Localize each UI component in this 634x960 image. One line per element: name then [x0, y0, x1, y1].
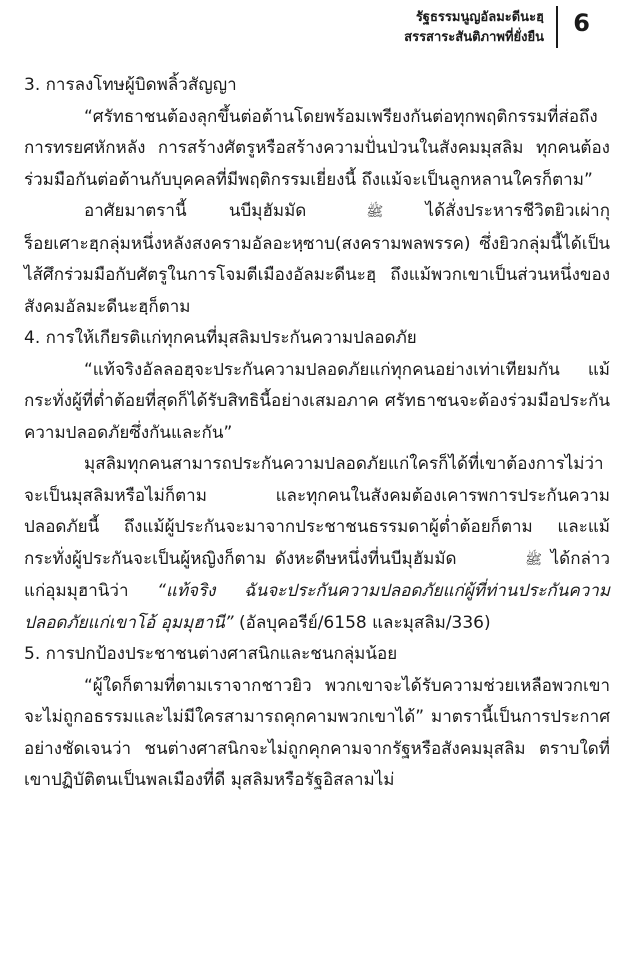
running-title-line-1: รัฐธรรมนูญอัลมะดีนะฮฺ: [415, 10, 544, 25]
section-5-paragraph: [24, 671, 610, 797]
section-3-paragraph-part-a: อาศัยมาตรานี้ นบีมุฮัมมัด: [84, 201, 307, 221]
section-5-heading: 5. การปกป้องประชาชนต่างศาสนิกและชนกลุ่มน้อย: [24, 644, 398, 664]
pbuh-icon: ﷺ: [366, 204, 384, 220]
section-4-heading: 4. การให้เกียรติแก่ทุกคนที่มุสลิมประกันความปลอดภัย: [24, 328, 417, 348]
pbuh-icon: ﷺ: [525, 551, 543, 568]
section-5-paragraph-text: มาตรานี้เป็นการประกาศอย่างชัดเจนว่า ชนต่างศาสนิกจะไม่ถูกคุกคามจากรัฐหรือสังคมมุสลิม ตราบใดที่เขาปฏิบัติตนเป็นพลเมืองที่ดี มุสลิมหรือรัฐอิสลามไม่: [24, 707, 610, 790]
header-divider: [556, 6, 558, 48]
section-4-paragraph: [24, 449, 610, 639]
page-header: [0, 0, 634, 58]
section-4-reference: (อัลบุคอรีย์/6158 และมุสลิม/336): [233, 612, 491, 633]
page-body: [24, 70, 610, 797]
running-title-line-2: สรรสาระสันติภาพที่ยั่งยืน: [404, 30, 544, 45]
page-number: 6: [573, 9, 590, 37]
section-3-heading: 3. การลงโทษผู้บิดพลิ้วสัญญา: [24, 75, 237, 95]
section-3-quote: “ศรัทธาชนต้องลุกขึ้นต่อต้านโดยพร้อมเพรียงกันต่อทุกพฤติกรรมที่ส่อถึงการทรยศหักหลัง การสร้างศัตรูหรือสร้างความปั่นป่วนในสังคมมุสลิม ทุกคนต้องร่วมมือกันต่อต้านกับบุคคลที่มีพฤติกรรมเยี่ยงนี้ ถึงแม้จะเป็นลูกหลานใครก็ตาม”: [24, 106, 610, 190]
section-3-paragraph-part-b: ได้สั่งประหารชีวิตยิวเผ่ากุร็อยเศาะฮฺกลุ่มหนึ่งหลังสงครามอัลอะหฺซาบ(สงครามพลพรรค) ซึ่งยิวกลุ่มนี้ได้เป็นไส้ศึกร่วมมือกับศัตรูในการโจมตีเมืองอัลมะดีนะฮฺ ถึงแม้พวกเขาเป็นส่วนหนึ่งของสังคมอัลมะดีนะฮฺก็ตาม: [24, 201, 610, 317]
section-5-quote: “ผู้ใดก็ตามที่ตามเราจากชาวยิว พวกเขาจะได้รับความช่วยเหลือพวกเขาจะไม่ถูกอธรรมและไม่มีใครสามารถคุกคามพวกเขาได้”: [24, 675, 610, 727]
section-3-paragraph: [24, 196, 610, 323]
section-4-paragraph-part-a: มุสลิมทุกคนสามารถประกันความปลอดภัยแก่ใครก็ได้ที่เขาต้องการไม่ว่าจะเป็นมุสลิมหรือไม่ก็ตาม และทุกคนในสังคมต้องเคารพการประกันความปลอดภัยนี้ ถึงแม้ผู้ประกันจะมาจากประชาชนธรรมดาผู้ต่ำต้อยก็ตาม และแม้กระทั่งผู้ประกันจะเป็นผู้หญิงก็ตาม ดังหะดีษหนึ่งที่นบีมุฮัมมัด: [24, 454, 610, 569]
running-title: [404, 8, 544, 48]
section-4-paragraph-part-b: ได้กล่าวแก่อุมมุฮานิว่า: [24, 548, 610, 601]
section-4-hadith: “แท้จริง ฉันจะประกันความปลอดภัยแก่ผู้ที่ท่านประกันความปลอดภัยแก่เขาโอ้ อุมมุฮานี”: [24, 581, 610, 633]
section-4-quote: “แท้จริงอัลลอฮฺจะประกันความปลอดภัยแก่ทุกคนอย่างเท่าเทียมกัน แม้กระทั่งผู้ที่ต่ำต้อยที่สุดก็ได้รับสิทธินี้อย่างเสมอภาค ศรัทธาชนจะต้องร่วมมือประกันความปลอดภัยซึ่งกันและกัน”: [24, 359, 610, 443]
